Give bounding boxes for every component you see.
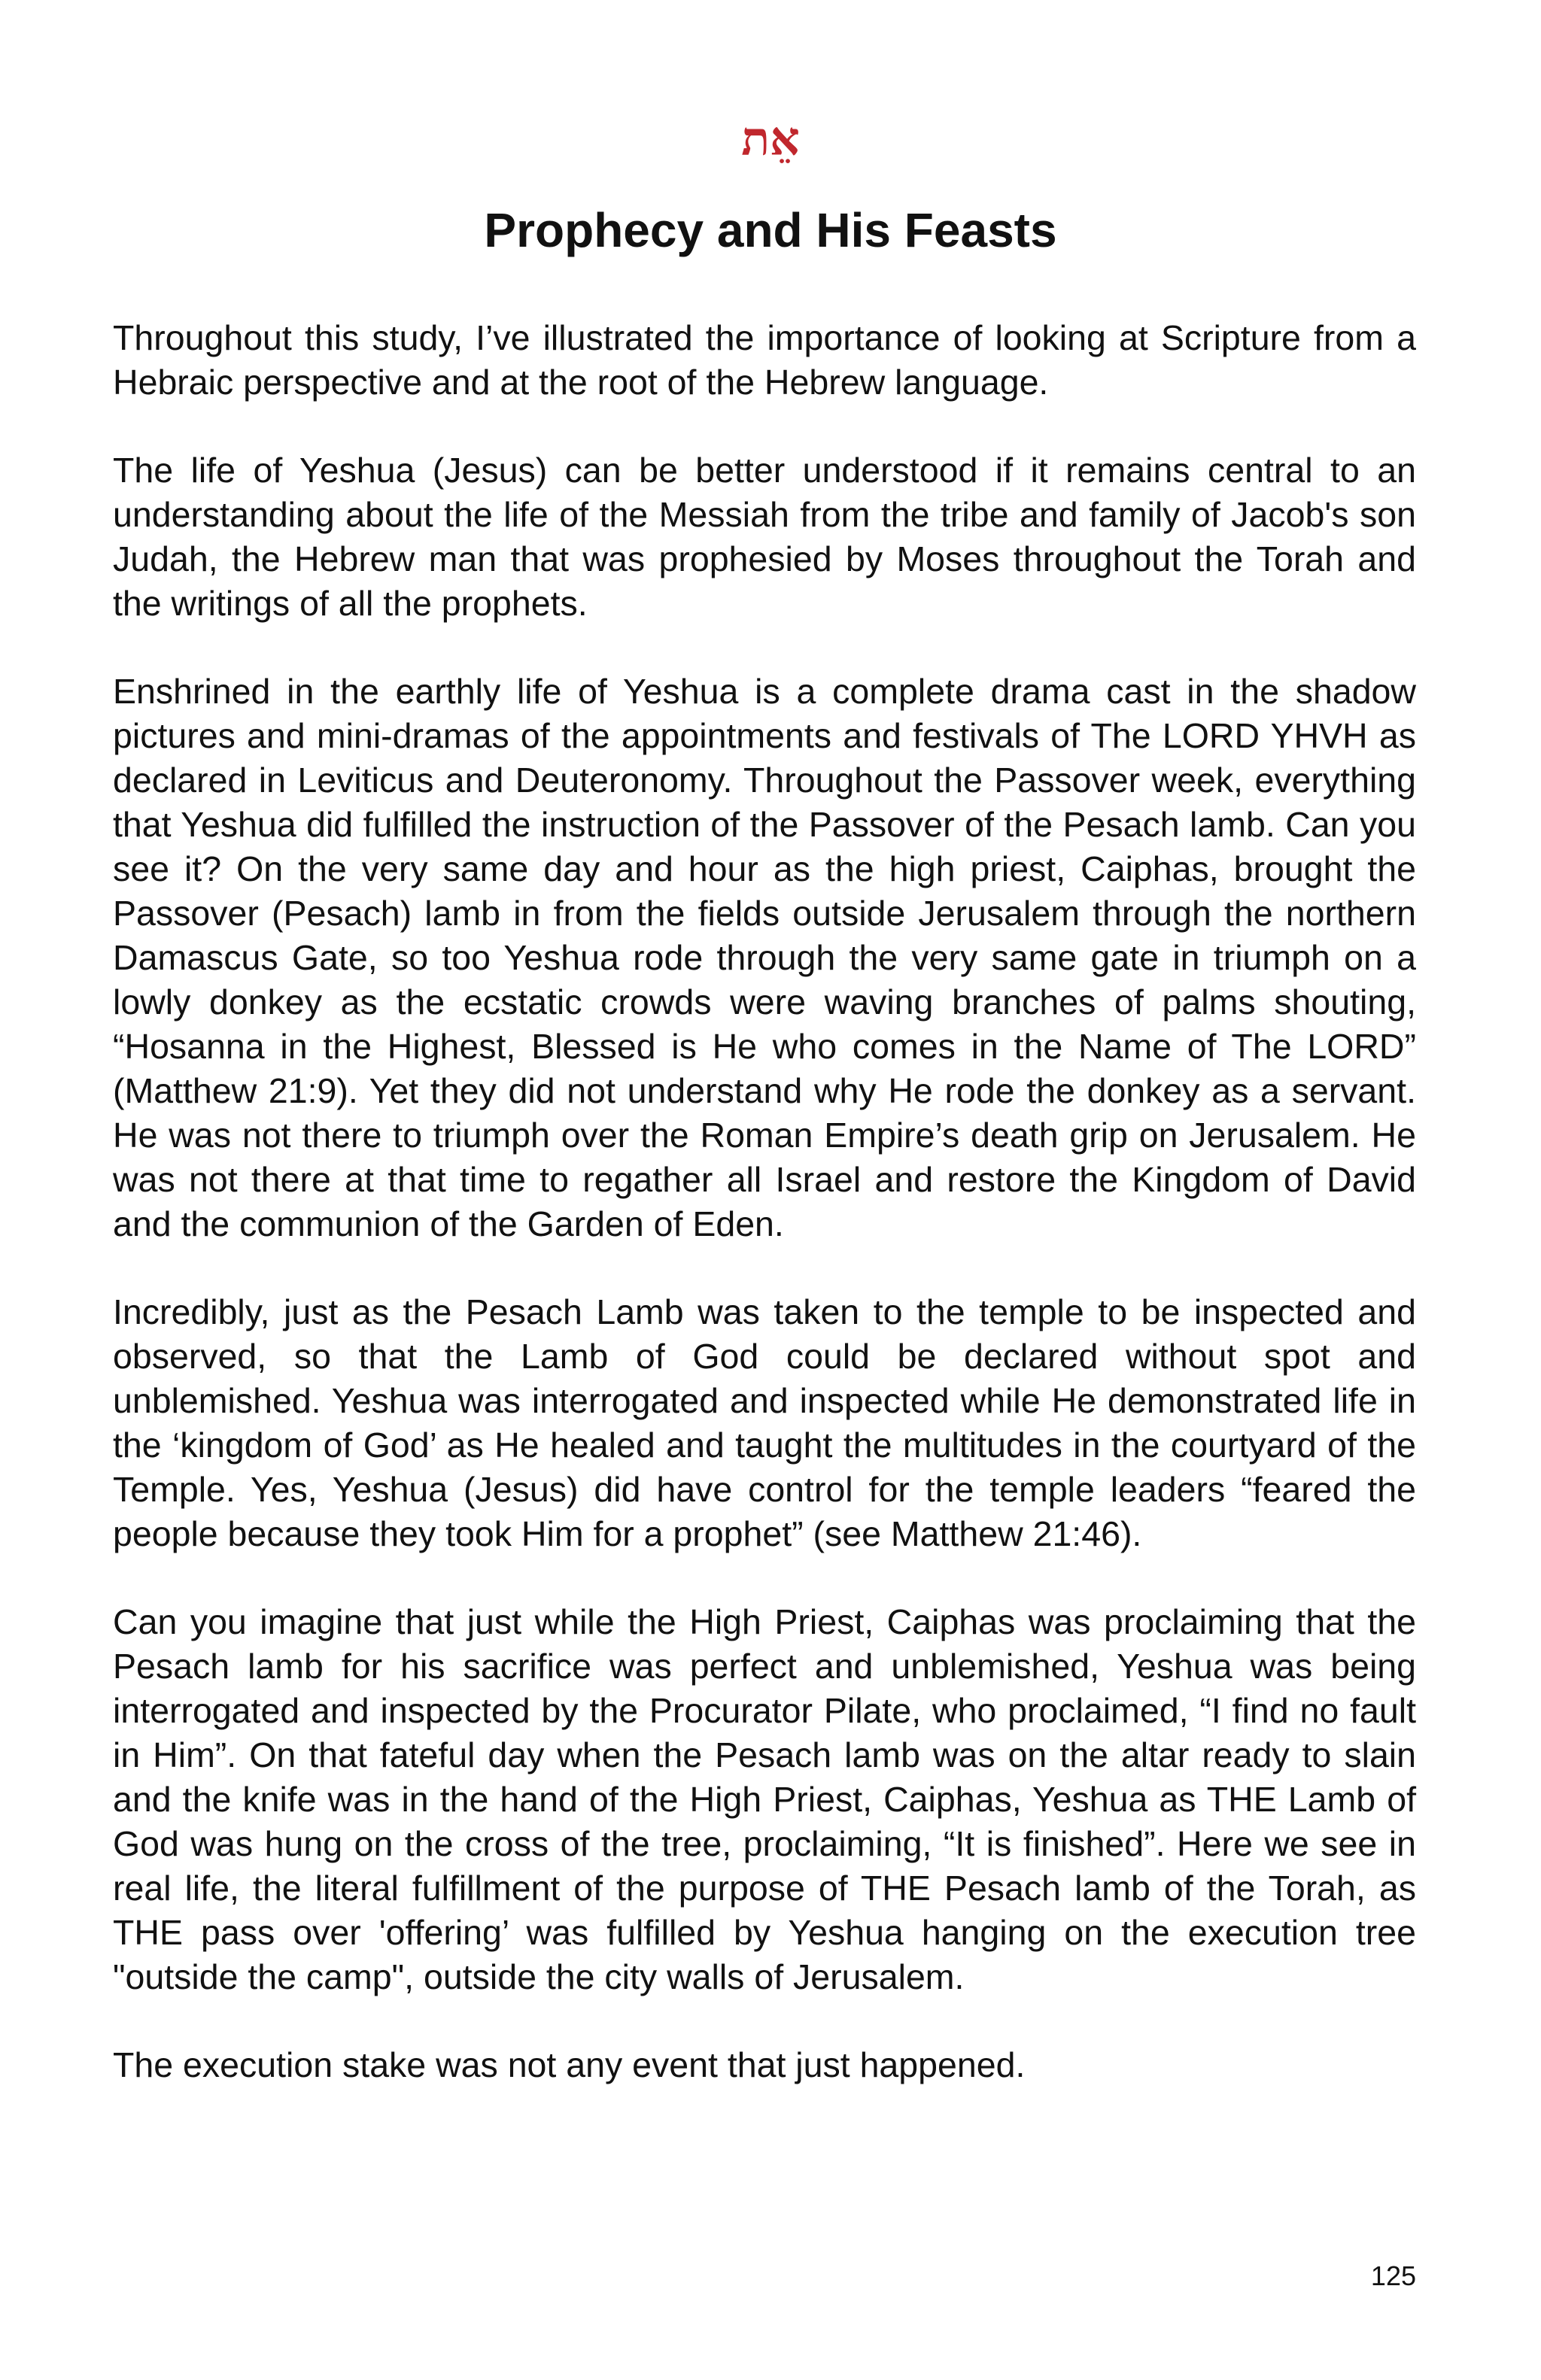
page-number: 125 [1370,2260,1416,2291]
page-title: Prophecy and His Feasts [484,203,1057,257]
paragraph-4: Incredibly, just as the Pesach Lamb was taken to the temple to be inspected and observed, so that the Lamb of God could be declared without spot and unblemished. Yeshua was interrogated and inspected while He demonstrated life in the ‘kingdom of God’ as He healed and taught the multitudes in the courtyard of the Temple. Yes, Yeshua (Jesus) did have control for the temple leaders “feared the people because they took Him for a prophet” (see Matthew 21:46). [113,1292,1416,1553]
paragraph-5: Can you imagine that just while the High Priest, Caiphas was proclaiming that the Pesach lamb for his sacrifice was perfect and unblemished, Yeshua was being interrogated and inspected by the Procurator Pilate, who proclaimed, “I find no fault in Him”. On that fateful day when the Pesach lamb was on the altar ready to slain and the knife was in the hand of the High Priest, Caiphas, Yeshua as THE Lamb of God was hung on the cross of the tree, proclaiming, “It is finished”. Here we see in real life, the literal fulfillment of the purpose of THE Pesach lamb of the Torah, as THE pass over 'offering’ was fulfilled by Yeshua hanging on the execution tree "outside the camp", outside the city walls of Jerusalem. [113,1602,1416,1996]
paragraph-1: Throughout this study, I’ve illustrated the importance of looking at Scripture from a Hebraic perspective and at the root of the Hebrew language. [113,318,1416,402]
body-text [113,316,1416,2131]
paragraph-6: The execution stake was not any event that just happened. [113,2045,1026,2084]
aleph-tav-emblem: אֵת [741,111,800,166]
paragraph-3: Enshrined in the earthly life of Yeshua is a complete drama cast in the shadow pictures and mini-dramas of the appointments and festivals of The LORD YHVH as declared in Leviticus and Deuteronomy. Throughout the Passover week, everything that Yeshua did fulfilled the instruction of the Passover of the Pesach lamb. Can you see it? On the very same day and hour as the high priest, Caiphas, brought the Passover (Pesach) lamb in from the fields outside Jerusalem through the northern Damascus Gate, so too Yeshua rode through the very same gate in triumph on a lowly donkey as the ecstatic crowds were waving branches of palms shouting, “Hosanna in the Highest, Blessed is He who comes in the Name of The LORD” (Matthew 21:9). Yet they did not understand why He rode the donkey as a servant. He was not there to triumph over the Roman Empire’s death grip on Jerusalem. He was not there at that time to regather all Israel and restore the Kingdom of David and the communion of the Garden of Eden. [113,672,1416,1243]
paragraph-2: The life of Yeshua (Jesus) can be better understood if it remains central to an understanding about the life of the Messiah from the tribe and family of Jacob's son Judah, the Hebrew man that was prophesied by Moses throughout the Torah and the writings of all the prophets. [113,451,1416,623]
